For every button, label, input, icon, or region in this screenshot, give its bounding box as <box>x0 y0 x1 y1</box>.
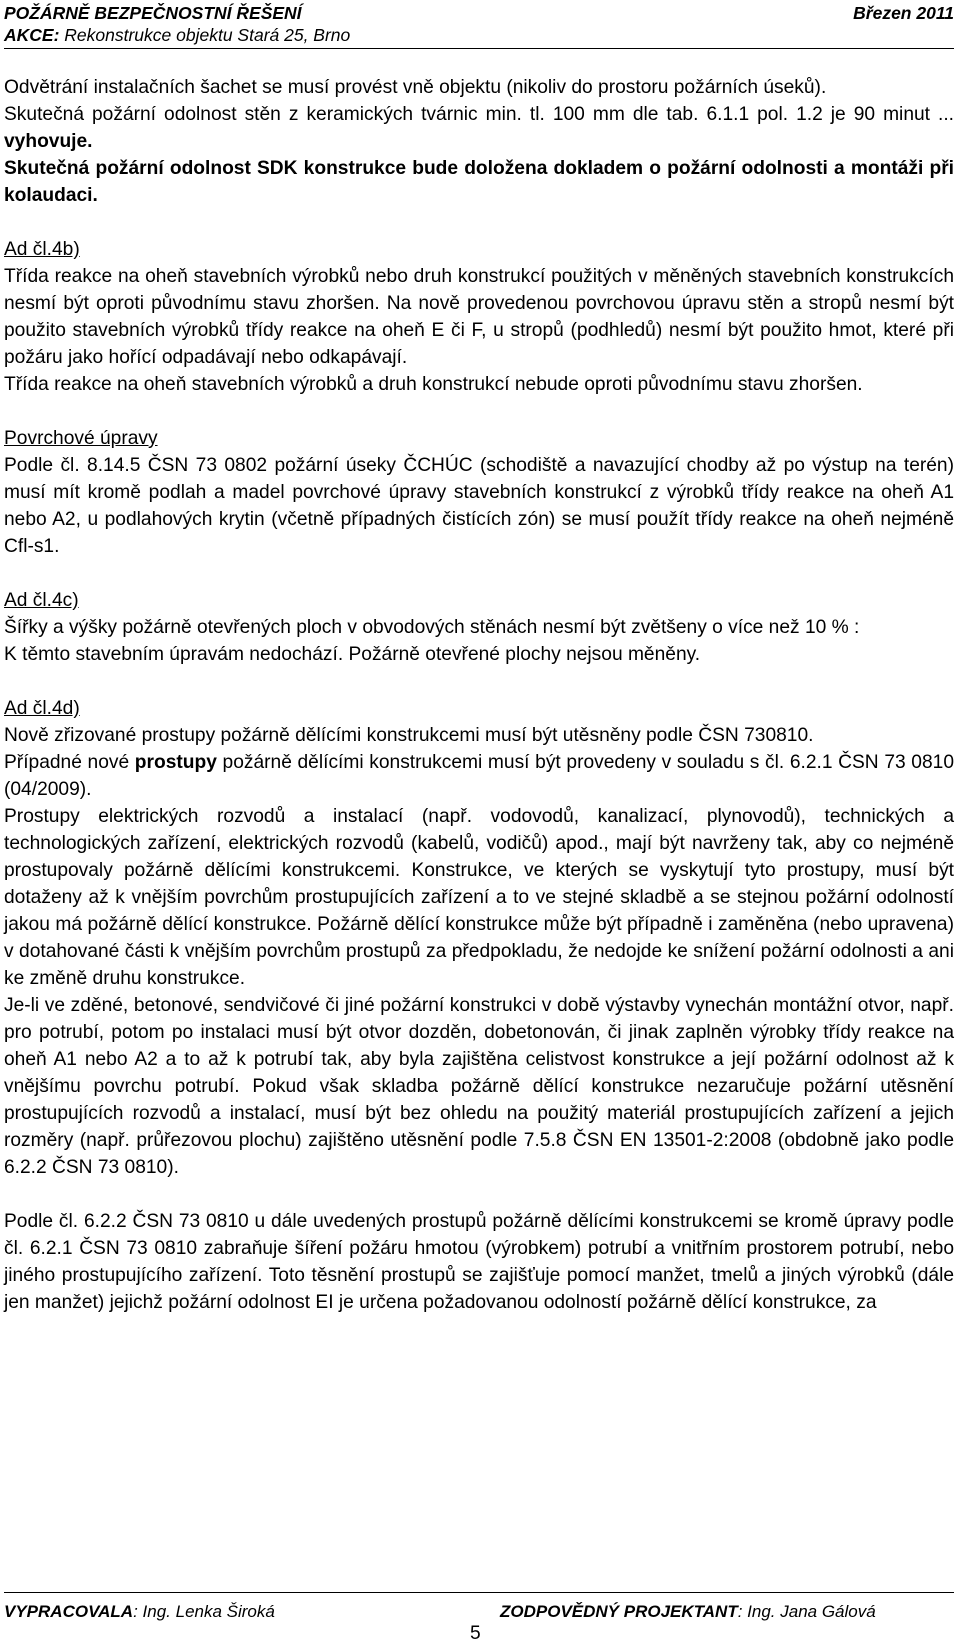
project-line <box>4 23 350 47</box>
paragraph-4b-reaction-class: Třída reakce na oheň stavebních výrobků nebo druh konstrukcí použitých v měněných stavebních konstrukcích nesmí být oproti původnímu stavu zhoršen. Na nově provedenou povrchovou úpravu stěn a stropů nesmí být použito stavebních výrobků třídy reakce na oheň E či F, u stropů (podhledů) nesmí být použito hmot, které při požáru jako hořící odpadávají nebo odkapávají. <box>4 266 954 368</box>
spacer <box>4 560 954 587</box>
paragraph-4d-installations: Prostupy elektrických rozvodů a instalací (např. vodovodů, kanalizací, plynovodů), technických a technologických zařízení, elektrických rozvodů (kabelů, vodičů) apod., mají být navrženy tak, aby co nejméně prostupovaly požárně dělícími konstrukcemi. Konstrukce, ve kterých se vyskytují tyto prostupy, musí být dotaženy až k vnějším povrchům prostupujících zařízení a to ve stejné skladbě a se stejnou požární odolností jakou má požárně dělící konstrukce. Požárně dělící konstrukce může být případně i zaměněna (nebo upravena) v dotahované části k vnějším povrchům prostupů za předpokladu, že nedojde ke snížení požární odolnosti a ani ke změně druhu konstrukce. <box>4 806 954 989</box>
paragraph-sdk-resistance: Skutečná požární odolnost SDK konstrukce bude doložena dokladem o požární odolnosti a montáži při kolaudaci. <box>4 158 954 206</box>
paragraph-4c-conclusion: K těmto stavebním úpravám nedochází. Požárně otevřené plochy nejsou měněny. <box>4 644 701 665</box>
spacer <box>4 668 954 695</box>
paragraph-ventilation: Odvětrání instalačních šachet se musí provést vně objektu (nikoliv do prostoru požárních úseků). <box>4 77 827 98</box>
paragraph-sealing: Podle čl. 6.2.2 ČSN 73 0810 u dále uvedených prostupů požárně dělícími konstrukcemi se kromě úpravy podle čl. 6.2.1 ČSN 73 0810 zabraňuje šíření požáru hmotou (výrobkem) potrubí a vnitřním prostorem potrubí, nebo jiného prostupujícího zařízení. Toto těsnění prostupů se zajišťuje pomocí manžet, tmelů a jiných výrobků (dále jen manžet) jejichž požární odolnost EI je určena požadovanou odolností požárně dělící konstrukce, za <box>4 1211 954 1313</box>
paragraph-wall-resistance <box>4 101 954 155</box>
wall-resistance-text: Skutečná požární odolnost stěn z keramických tvárnic min. tl. 100 mm dle tab. 6.1.1 pol. 1.2 je 90 minut ... <box>4 104 954 125</box>
new-penetrations-text-a: Případné nové <box>4 752 135 773</box>
document-title: POŽÁRNĚ BEZPEČNOSTNÍ ŘEŠENÍ <box>4 3 302 23</box>
page-header <box>4 0 954 49</box>
section-heading-surface: Povrchové úpravy <box>4 428 158 449</box>
prepared-by-name: : Ing. Lenka Široká <box>133 1602 275 1621</box>
page-footer <box>4 1592 954 1621</box>
project-name: Rekonstrukce objektu Stará 25, Brno <box>59 25 351 45</box>
section-heading-4c: Ad čl.4c) <box>4 590 79 611</box>
responsible-designer-name: : Ing. Jana Gálová <box>737 1602 876 1621</box>
paragraph-4b-conclusion: Třída reakce na oheň stavebních výrobků a druh konstrukcí nebude oproti původnímu stavu zhoršen. <box>4 374 863 395</box>
wall-resistance-verdict: vyhovuje. <box>4 131 93 152</box>
page-number: 5 <box>470 1623 481 1644</box>
document-body <box>4 74 954 1316</box>
section-heading-4d: Ad čl.4d) <box>4 698 80 719</box>
document-date: Březen 2011 <box>853 3 954 23</box>
new-penetrations-keyword: prostupy <box>134 752 217 773</box>
responsible-designer-label: ZODPOVĚDNÝ PROJEKTANT <box>500 1602 738 1621</box>
spacer <box>4 209 954 236</box>
prepared-by-label: VYPRACOVALA <box>4 1602 134 1621</box>
project-label: AKCE: <box>4 25 60 45</box>
prepared-by <box>4 1602 275 1622</box>
new-penetrations-text-c: požárně dělícími konstrukcemi musí být provedeny v souladu s čl. 6.2.1 ČSN 73 0810 (04/2009). <box>4 752 954 800</box>
paragraph-4d-new-penetrations <box>4 749 954 803</box>
paragraph-surface-finishes: Podle čl. 8.14.5 ČSN 73 0802 požární úseky ČCHÚC (schodiště a navazující chodby až po výstup na terén) musí mít kromě podlah a madel povrchové úpravy stavebních konstrukcí z výrobků třídy reakce na oheň A1 nebo A2, u podlahových krytin (včetně případných čistících zón) se musí použít třídy reakce na oheň nejméně Cfl-s1. <box>4 455 954 557</box>
paragraph-4d-mounting-openings: Je-li ve zděné, betonové, sendvičové či jiné požární konstrukci v době výstavby vynechán montážní otvor, např. pro potrubí, potom po instalaci musí být otvor dozděn, dobetonován, či jinak zaplněn výrobky třídy reakce na oheň A1 nebo A2 a to až k potrubí tak, aby byla zajištěna celistvost konstrukce a její požární odolnost až k vnějšímu povrchu potrubí. Pokud však skladba požárně dělící konstrukce nezaručuje požární utěsnění prostupujících rozvodů a instalací, musí být bez ohledu na použitý materiál prostupujících zařízení a jejich rozměry (např. průřezovou plochu) zajištěno utěsnění podle 7.5.8 ČSN EN 13501-2:2008 (obdobně jako podle 6.2.2 ČSN 73 0810). <box>4 995 954 1178</box>
responsible-designer <box>500 1602 876 1622</box>
paragraph-4c-openings: Šířky a výšky požárně otevřených ploch v obvodových stěnách nesmí být zvětšeny o více než 10 % : <box>4 617 860 638</box>
spacer <box>4 398 954 425</box>
section-heading-4b: Ad čl.4b) <box>4 239 80 260</box>
paragraph-4d-penetrations: Nově zřizované prostupy požárně dělícími konstrukcemi musí být utěsněny podle ČSN 730810. <box>4 725 814 746</box>
spacer <box>4 1181 954 1208</box>
